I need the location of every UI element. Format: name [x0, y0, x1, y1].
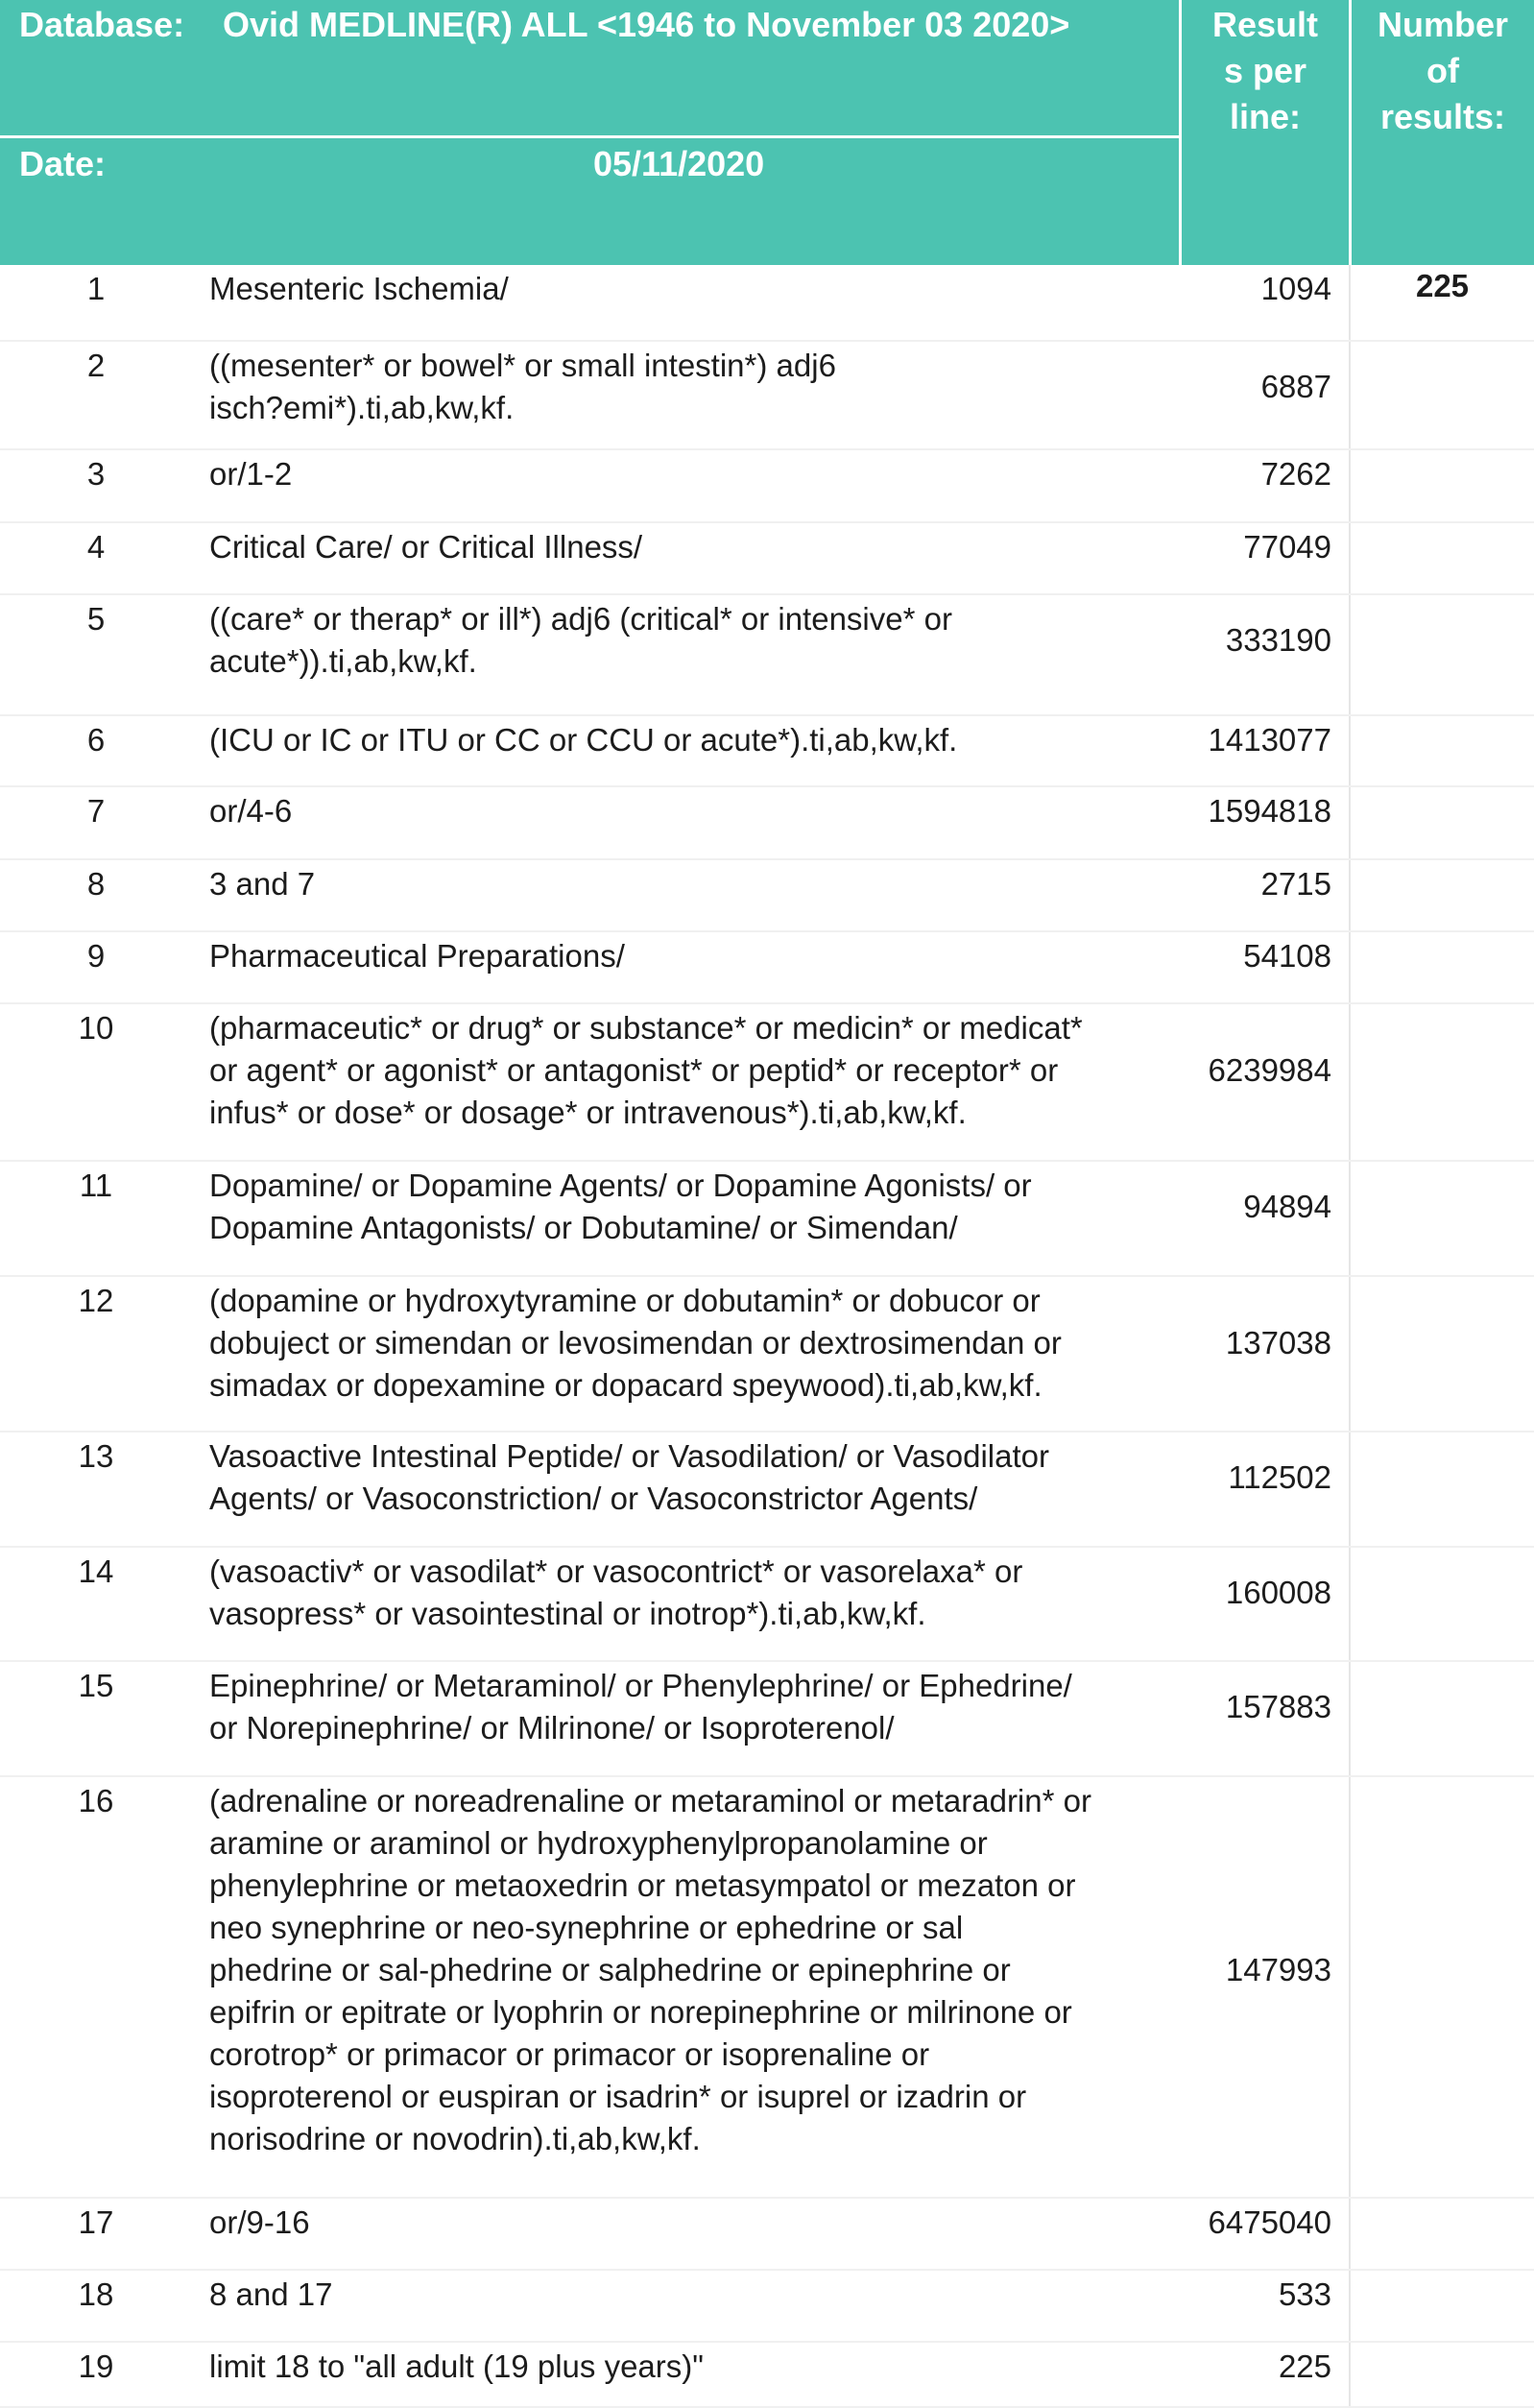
result-count: 112502 [1228, 1459, 1331, 1495]
table-row [0, 1162, 1534, 1277]
search-query [209, 1435, 1160, 1520]
search-query-line: (adrenaline or noreadrenaline or metaraminol or metaradrin* or [209, 1783, 1091, 1818]
search-query-line: or/9-16 [209, 2204, 310, 2240]
date-value: 05/11/2020 [593, 144, 765, 183]
search-query-line: or Norepinephrine/ or Milrinone/ or Isoproterenol/ [209, 1710, 895, 1746]
search-query-line: or/1-2 [209, 456, 293, 492]
search-query [209, 1780, 1160, 2160]
search-query [209, 598, 1160, 683]
result-count: 77049 [1243, 529, 1331, 565]
search-query-line: or agent* or agonist* or antagonist* or peptid* or receptor* or [209, 1052, 1059, 1088]
table-row [0, 265, 1534, 342]
search-query-line: Mesenteric Ischemia/ [209, 271, 509, 306]
search-query [209, 863, 1160, 905]
search-query [209, 1007, 1160, 1134]
search-query-line: infus* or dose* or dosage* or intravenous*).ti,ab,kw,kf. [209, 1095, 967, 1130]
search-query-line: 3 and 7 [209, 866, 316, 902]
number-of-results-heading [1352, 2, 1534, 140]
number-of-results-line: results: [1379, 97, 1506, 136]
date-label: Date: [19, 144, 107, 183]
result-count: 225 [1278, 2348, 1331, 2384]
result-count: 7262 [1260, 456, 1331, 492]
table-row [0, 932, 1534, 1004]
table-row [0, 1662, 1534, 1777]
search-query-line: Dopamine Antagonists/ or Dobutamine/ or Simendan/ [209, 1210, 958, 1245]
line-number: 11 [79, 1168, 113, 1203]
result-count: 160008 [1225, 1575, 1331, 1610]
line-number: 8 [86, 866, 106, 902]
result-count: 6475040 [1208, 2204, 1331, 2240]
line-number: 7 [86, 793, 106, 829]
result-count: 533 [1278, 2276, 1331, 2312]
result-count: 1413077 [1208, 722, 1331, 758]
search-query-line: simadax or dopexamine or dopacard speywood).ti,ab,kw,kf. [209, 1367, 1043, 1403]
result-count: 147993 [1225, 1952, 1331, 1987]
table-row [0, 1548, 1534, 1662]
line-number: 13 [78, 1438, 114, 1474]
search-query-line: 8 and 17 [209, 2276, 333, 2312]
database-label: Database: [19, 5, 185, 44]
table-row [0, 450, 1534, 523]
table-row [0, 1433, 1534, 1548]
results-per-line-line: s per [1223, 51, 1307, 90]
table-row [0, 595, 1534, 716]
line-number: 1 [86, 271, 106, 306]
result-count: 1594818 [1208, 793, 1331, 829]
line-number: 19 [78, 2348, 114, 2384]
search-query-line: Critical Care/ or Critical Illness/ [209, 529, 643, 565]
line-number: 10 [78, 1010, 114, 1046]
database-value: Ovid MEDLINE(R) ALL <1946 to November 03 2020> [223, 5, 1070, 44]
table-row [0, 1277, 1534, 1433]
table-row [0, 2271, 1534, 2343]
search-query-line: or/4-6 [209, 793, 293, 829]
line-number: 15 [78, 1668, 114, 1703]
results-per-line-line: Result [1211, 5, 1319, 44]
search-query [209, 790, 1160, 832]
table-header [0, 0, 1534, 265]
search-query-line: corotrop* or primacor or primacor or isoprenaline or [209, 2036, 930, 2072]
search-query-line: ((mesenter* or bowel* or small intestin*) adj6 [209, 348, 836, 383]
line-number: 12 [78, 1283, 114, 1318]
table-row [0, 1004, 1534, 1162]
line-number: 3 [86, 456, 106, 492]
search-query-line: phenylephrine or metaoxedrin or metasympatol or mezaton or [209, 1867, 1076, 1903]
total-results: 225 [1415, 268, 1470, 303]
search-query-line: acute*)).ti,ab,kw,kf. [209, 643, 477, 679]
search-query [209, 1280, 1160, 1407]
search-query [209, 1165, 1160, 1249]
search-query-line: aramine or araminol or hydroxyphenylpropanolamine or [209, 1825, 988, 1861]
table-row [0, 342, 1534, 450]
table-row [0, 2343, 1534, 2408]
result-count: 54108 [1243, 938, 1331, 974]
line-number: 18 [78, 2276, 114, 2312]
search-query [209, 2346, 1160, 2388]
result-count: 6887 [1260, 369, 1331, 404]
result-count: 2715 [1260, 866, 1331, 902]
search-query-line: limit 18 to "all adult (19 plus years)" [209, 2348, 704, 2384]
table-row [0, 787, 1534, 860]
search-query [209, 268, 1160, 310]
line-number: 17 [78, 2204, 114, 2240]
search-query-line: isoproterenol or euspiran or isadrin* or isuprel or izadrin or [209, 2079, 1027, 2114]
search-query [209, 1665, 1160, 1749]
search-query-line: norisodrine or novodrin).ti,ab,kw,kf. [209, 2121, 701, 2156]
search-query-line: Epinephrine/ or Metaraminol/ or Phenylephrine/ or Ephedrine/ [209, 1668, 1072, 1703]
result-count: 157883 [1225, 1689, 1331, 1724]
search-query-line: (dopamine or hydroxytyramine or dobutamin* or dobucor or [209, 1283, 1041, 1318]
search-query-line: ((care* or therap* or ill*) adj6 (critical* or intensive* or [209, 601, 952, 637]
line-number: 16 [78, 1783, 114, 1818]
line-number: 4 [86, 529, 106, 565]
search-query-line: phedrine or sal-phedrine or salphedrine or epinephrine or [209, 1952, 1011, 1987]
table-row [0, 860, 1534, 932]
search-query-line: neo synephrine or neo-synephrine or ephedrine or sal [209, 1910, 964, 1945]
search-query [209, 2202, 1160, 2244]
search-query [209, 2274, 1160, 2316]
search-query [209, 526, 1160, 568]
search-query-line: dobuject or simendan or levosimendan or dextrosimendan or [209, 1325, 1062, 1361]
search-query-line: isch?emi*).ti,ab,kw,kf. [209, 390, 515, 425]
search-query-line: Dopamine/ or Dopamine Agents/ or Dopamine Agonists/ or [209, 1168, 1032, 1203]
search-query-line: (ICU or IC or ITU or CC or CCU or acute*).ti,ab,kw,kf. [209, 722, 958, 758]
search-query [209, 935, 1160, 977]
line-number: 2 [86, 348, 106, 383]
table-row [0, 1777, 1534, 2199]
search-query-line: epifrin or epitrate or lyophrin or norepinephrine or milrinone or [209, 1994, 1072, 2030]
search-query-line: vasopress* or vasointestinal or inotrop*).ti,ab,kw,kf. [209, 1596, 926, 1631]
result-count: 1094 [1260, 271, 1331, 306]
results-per-line-line: line: [1229, 97, 1301, 136]
number-of-results-line: Number [1377, 5, 1509, 44]
search-query-line: (pharmaceutic* or drug* or substance* or medicin* or medicat* [209, 1010, 1083, 1046]
result-count: 6239984 [1208, 1052, 1331, 1088]
search-query-line: Pharmaceutical Preparations/ [209, 938, 625, 974]
line-number: 14 [78, 1553, 114, 1589]
table-row [0, 2199, 1534, 2271]
search-query-line: Vasoactive Intestinal Peptide/ or Vasodilation/ or Vasodilator [209, 1438, 1049, 1474]
table-row [0, 523, 1534, 595]
search-query [209, 719, 1160, 761]
search-query-line: (vasoactiv* or vasodilat* or vasocontrict* or vasorelaxa* or [209, 1553, 1023, 1589]
line-number: 9 [86, 938, 106, 974]
header-divider [0, 135, 1179, 138]
table-row [0, 716, 1534, 787]
search-query-line: Agents/ or Vasoconstriction/ or Vasoconstrictor Agents/ [209, 1481, 978, 1516]
search-query [209, 453, 1160, 495]
result-count: 137038 [1225, 1325, 1331, 1361]
search-query [209, 1551, 1160, 1635]
number-of-results-line: of [1426, 51, 1459, 90]
result-count: 333190 [1225, 622, 1331, 658]
search-query [209, 345, 1160, 429]
line-number: 6 [86, 722, 106, 758]
result-count: 94894 [1243, 1189, 1331, 1224]
line-number: 5 [86, 601, 106, 637]
results-per-line-heading [1182, 2, 1349, 140]
